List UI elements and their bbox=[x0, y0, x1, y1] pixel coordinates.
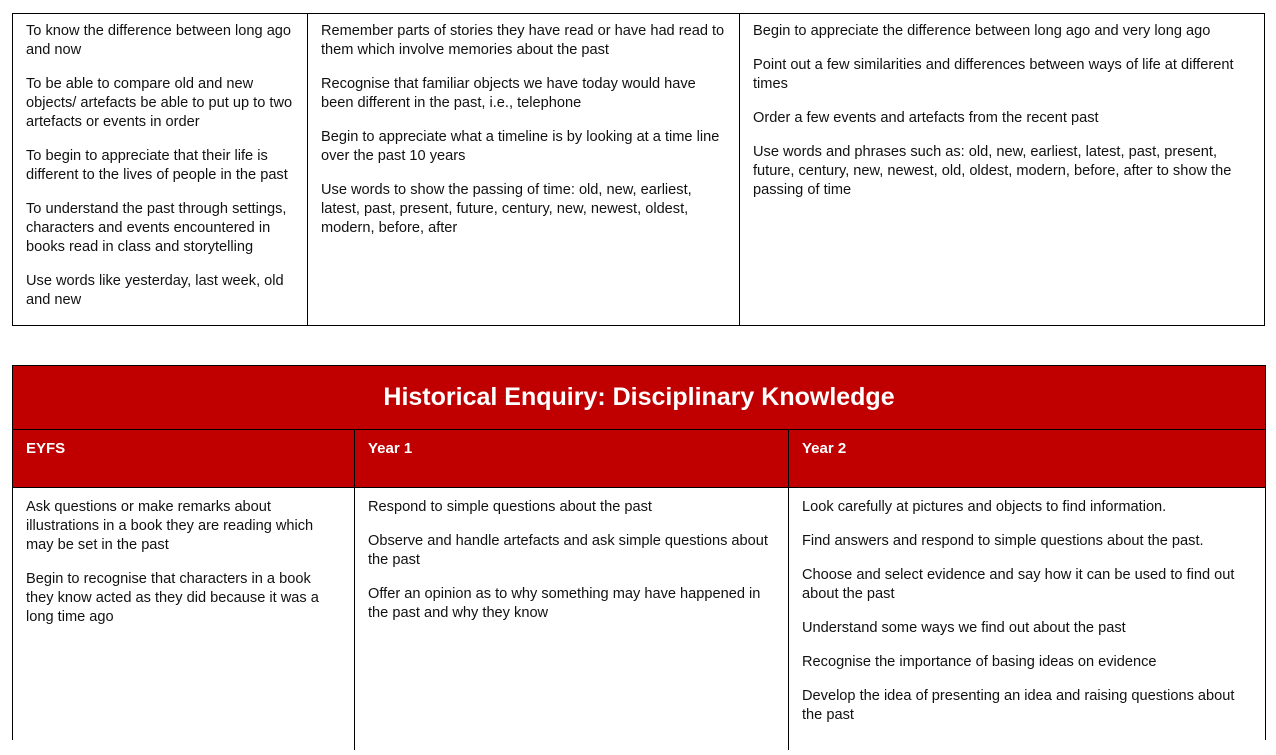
cell-paragraph: To be able to compare old and new objects/ artefacts be able to put up to two artefacts or events in order bbox=[26, 76, 293, 130]
body-cell-year2 bbox=[789, 488, 1265, 750]
table-title: Historical Enquiry: Disciplinary Knowledge bbox=[383, 383, 895, 411]
cell-paragraph: Point out a few similarities and differences between ways of life at different times bbox=[753, 57, 1234, 92]
cell-paragraph: Respond to simple questions about the past bbox=[368, 499, 652, 515]
cell-paragraph: Find answers and respond to simple questions about the past. bbox=[802, 533, 1204, 549]
year-body-row bbox=[13, 488, 1265, 750]
cell-paragraph: Choose and select evidence and say how it can be used to find out about the past bbox=[802, 567, 1235, 602]
cell-paragraph: Remember parts of stories they have read or have had read to them which involve memories about the past bbox=[321, 23, 725, 58]
skills-table-column-year1 bbox=[308, 14, 740, 325]
cell-paragraph: Offer an opinion as to why something may have happened in the past and why they know bbox=[368, 586, 761, 621]
cell-paragraph: To know the difference between long ago and now bbox=[26, 23, 292, 58]
header-cell-year1: Year 1 bbox=[355, 430, 789, 487]
cell-paragraph: Recognise the importance of basing ideas on evidence bbox=[802, 654, 1157, 670]
header-cell-eyfs: EYFS bbox=[13, 430, 355, 487]
body-cell-eyfs bbox=[13, 488, 355, 750]
header-cell-year2: Year 2 bbox=[789, 430, 1265, 487]
year-header-row bbox=[13, 430, 1265, 488]
cell-paragraph: Ask questions or make remarks about illustrations in a book they are reading which may be set in the past bbox=[26, 499, 314, 553]
cell-paragraph: To begin to appreciate that their life is different to the lives of people in the past bbox=[26, 148, 288, 183]
historical-enquiry-table bbox=[12, 365, 1266, 740]
cell-paragraph: Observe and handle artefacts and ask simple questions about the past bbox=[368, 533, 768, 568]
cell-paragraph: Develop the idea of presenting an idea and raising questions about the past bbox=[802, 688, 1235, 723]
table-title-banner bbox=[13, 366, 1265, 430]
skills-table-column-eyfs bbox=[13, 14, 308, 325]
cell-paragraph: Use words to show the passing of time: old, new, earliest, latest, past, present, future, century, new, newest, oldest, modern, before, after bbox=[321, 182, 692, 236]
cell-paragraph: Begin to appreciate the difference between long ago and very long ago bbox=[753, 23, 1211, 39]
skills-table bbox=[12, 13, 1265, 326]
cell-paragraph: Order a few events and artefacts from the recent past bbox=[753, 110, 1099, 126]
skills-table-column-year2 bbox=[740, 14, 1264, 325]
cell-paragraph: Use words and phrases such as: old, new, earliest, latest, past, present, future, century, new, newest, old, oldest, modern, before, after to show the passing of time bbox=[753, 144, 1232, 198]
cell-paragraph: Look carefully at pictures and objects to find information. bbox=[802, 499, 1167, 515]
cell-paragraph: To understand the past through settings, characters and events encountered in books read in class and storytelling bbox=[26, 201, 287, 255]
cell-paragraph: Understand some ways we find out about the past bbox=[802, 620, 1126, 636]
cell-paragraph: Begin to recognise that characters in a book they know acted as they did because it was a long time ago bbox=[26, 571, 319, 625]
cell-paragraph: Use words like yesterday, last week, old and new bbox=[26, 273, 284, 308]
body-cell-year1 bbox=[355, 488, 789, 750]
cell-paragraph: Begin to appreciate what a timeline is by looking at a time line over the past 10 years bbox=[321, 129, 720, 164]
cell-paragraph: Recognise that familiar objects we have today would have been different in the past, i.e., telephone bbox=[321, 76, 696, 111]
